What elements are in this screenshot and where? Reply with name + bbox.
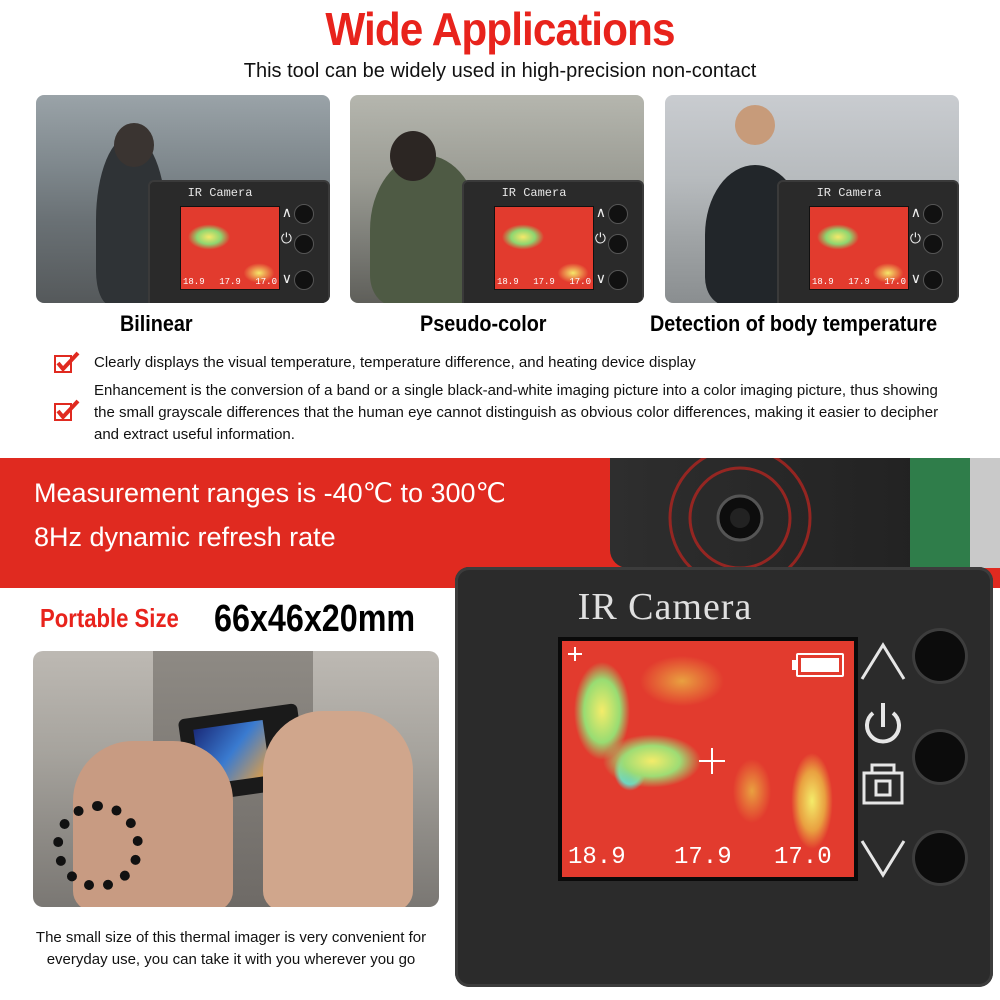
mini-temp-3: 17.0 (884, 277, 906, 287)
mini-device-title: IR Camera (816, 186, 882, 200)
mini-up-arrow-icon: ∧ (281, 204, 292, 220)
mini-temp-1: 18.9 (497, 277, 519, 287)
power-capture-button[interactable] (915, 732, 965, 782)
temp-reading-center: 17.9 (674, 844, 732, 871)
camera-icon (858, 761, 908, 807)
mini-thermal-screen (180, 206, 280, 290)
bullet-text-1: Clearly displays the visual temperature, temperature difference, and heating device display (94, 354, 696, 371)
right-hand (263, 711, 413, 907)
mini-temp-3: 17.0 (569, 277, 591, 287)
checkmark-icon (54, 351, 80, 373)
mini-up-button (294, 204, 314, 224)
application-photo-bilinear (36, 95, 330, 303)
mini-thermal-screen (809, 206, 909, 290)
application-photo-pseudo-color (350, 95, 644, 303)
refresh-rate-text: 8Hz dynamic refresh rate (34, 522, 336, 552)
up-button[interactable] (915, 631, 965, 681)
mini-down-arrow-icon: ∨ (595, 270, 606, 286)
mini-power-icon: ⏻ (909, 230, 921, 246)
mini-power-icon: ⏻ (280, 230, 292, 246)
mini-temp-1: 18.9 (183, 277, 205, 287)
portable-size-label: Portable Size (40, 603, 179, 633)
down-button[interactable] (915, 833, 965, 883)
corner-crosshair-icon (568, 647, 582, 661)
measurement-range-text: Measurement ranges is -40℃ to 300℃ (34, 478, 506, 508)
caption-body-temperature: Detection of body temperature (650, 311, 938, 336)
mini-device-title: IR Camera (501, 186, 567, 200)
device-title: IR Camera (577, 586, 753, 628)
mini-temp-3: 17.0 (255, 277, 277, 287)
mini-up-arrow-icon: ∧ (595, 204, 606, 220)
page-subtitle: This tool can be widely used in high-precision non-contact (243, 60, 757, 82)
mini-ir-camera (462, 180, 644, 303)
bead-bracelet (53, 801, 143, 891)
portable-size-value: 66x46x20mm (214, 598, 416, 640)
person-hand (735, 105, 775, 145)
bullet-text-2: Enhancement is the conversion of a band or a single black-and-white imaging picture into a color imaging picture, thus showing the small grayscale differences that the human eye cannot distinguish as obvious color differences, making it easier to decipher and extract useful information. (94, 382, 939, 443)
footnote-line-1: The small size of this thermal imager is very convenient for (35, 929, 427, 946)
center-crosshair-icon (699, 748, 725, 774)
mini-down-button (608, 270, 628, 290)
person-head (114, 123, 154, 167)
thermal-screen (558, 637, 858, 881)
mini-up-arrow-icon: ∧ (910, 204, 921, 220)
caption-pseudo-color: Pseudo-color (420, 311, 547, 336)
footnote-line-2: everyday use, you can take it with you wherever you go (46, 951, 416, 968)
hand-holding-device-photo (33, 651, 439, 907)
battery-icon (796, 653, 844, 677)
mini-device-title: IR Camera (187, 186, 253, 200)
mini-power-button (923, 234, 943, 254)
mini-thermal-screen (494, 206, 594, 290)
mini-down-button (923, 270, 943, 290)
up-arrow-icon (858, 639, 908, 683)
mini-temp-1: 18.9 (812, 277, 834, 287)
mini-down-button (294, 270, 314, 290)
power-icon (858, 699, 908, 753)
down-arrow-icon (858, 837, 908, 881)
mini-down-arrow-icon: ∨ (910, 270, 921, 286)
mini-power-button (608, 234, 628, 254)
caption-bilinear: Bilinear (120, 311, 193, 336)
page-title: Wide Applications (325, 3, 675, 55)
mini-temp-2: 17.9 (219, 277, 241, 287)
mini-temp-2: 17.9 (848, 277, 870, 287)
mini-ir-camera (148, 180, 330, 303)
mini-up-button (608, 204, 628, 224)
mini-down-arrow-icon: ∨ (281, 270, 292, 286)
mini-power-icon: ⏻ (594, 230, 606, 246)
mini-ir-camera (777, 180, 959, 303)
mini-up-button (923, 204, 943, 224)
temp-reading-max: 17.0 (774, 844, 832, 871)
ir-camera-device (455, 567, 993, 987)
checkmark-icon (54, 399, 80, 421)
mini-temp-2: 17.9 (533, 277, 555, 287)
application-photo-body-temperature (665, 95, 959, 303)
temp-reading-min: 18.9 (568, 844, 626, 871)
person-head (390, 131, 436, 181)
mini-power-button (294, 234, 314, 254)
sensor-closeup-image (610, 458, 1000, 568)
